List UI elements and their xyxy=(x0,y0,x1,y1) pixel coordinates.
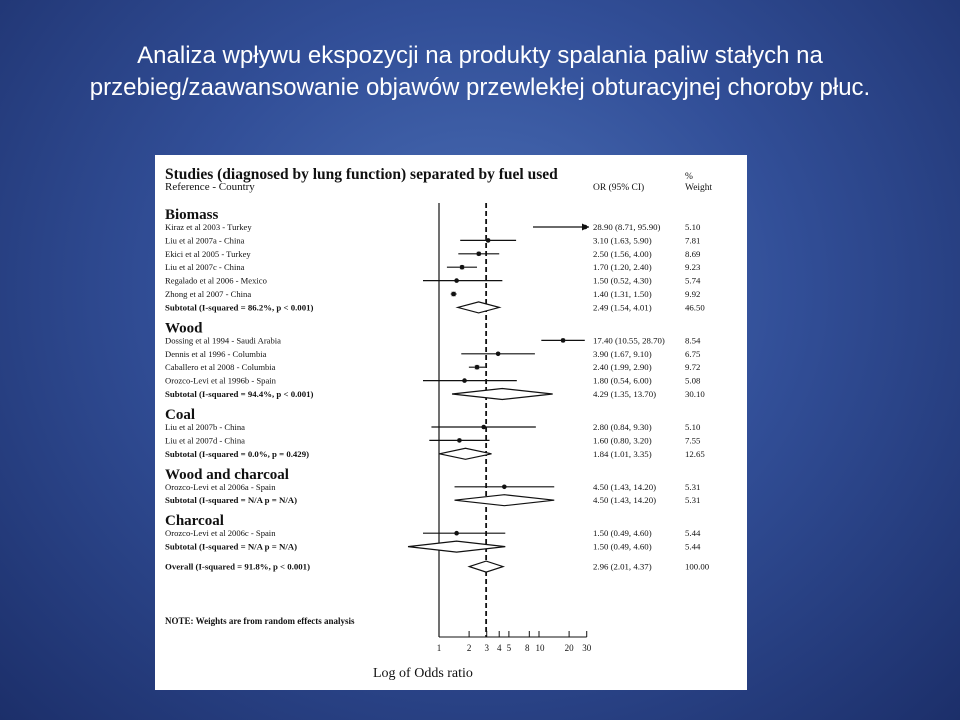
x-tick-label: 1 xyxy=(436,643,442,653)
group-label: Wood xyxy=(165,320,203,337)
or-ci-value: 2.80 (0.84, 9.30) xyxy=(593,422,652,432)
point-estimate xyxy=(561,338,566,343)
weight-value: 5.44 xyxy=(685,528,701,539)
study-label: Kiraz et al 2003 - Turkey xyxy=(165,222,252,232)
point-estimate xyxy=(476,252,481,257)
weight-value: 5.10 xyxy=(685,422,701,432)
subtotal-diamond xyxy=(455,495,555,506)
subtotal-label: Subtotal (I-squared = 94.4%, p < 0.001) xyxy=(165,389,314,399)
x-tick-label: 2 xyxy=(466,643,472,653)
weight-value: 5.44 xyxy=(685,541,701,552)
slide-title xyxy=(0,40,960,104)
subtotal-label: Subtotal (I-squared = 0.0%, p = 0.429) xyxy=(165,448,310,459)
or-ci-value: 28.90 (8.71, 95.90) xyxy=(593,222,661,232)
study-label: Caballero et al 2008 - Columbia xyxy=(165,362,276,373)
point-estimate xyxy=(481,425,486,430)
column-header-weight: Weight xyxy=(685,183,713,193)
weight-value: 8.54 xyxy=(685,335,701,346)
or-ci-value: 2.49 (1.54, 4.01) xyxy=(593,302,652,313)
subtotal-label: Subtotal (I-squared = N/A p = N/A) xyxy=(165,541,298,552)
or-ci-value: 1.50 (0.49, 4.60) xyxy=(593,528,652,539)
study-label: Liu et al 2007a - China xyxy=(165,235,245,246)
point-estimate xyxy=(454,278,459,283)
subtotal-diamond xyxy=(408,541,505,552)
overall-diamond xyxy=(469,561,503,572)
x-tick-label: 8 xyxy=(525,643,530,653)
study-label: Liu et al 2007c - China xyxy=(165,262,245,273)
or-ci-value: 3.10 (1.63, 5.90) xyxy=(593,235,652,246)
column-header-percent: % xyxy=(685,172,693,182)
group-label: Biomass xyxy=(165,207,219,223)
or-ci-value: 4.29 (1.35, 13.70) xyxy=(593,389,657,399)
overall-label: Overall (I-squared = 91.8%, p < 0.001) xyxy=(165,561,310,572)
group-label: Wood and charcoal xyxy=(165,466,289,483)
column-header-or: OR (95% CI) xyxy=(593,183,645,193)
weight-value: 7.55 xyxy=(685,435,701,446)
point-estimate xyxy=(454,531,459,536)
point-estimate xyxy=(460,265,465,270)
forest-plot xyxy=(155,155,747,690)
or-ci-value: 1.80 (0.54, 6.00) xyxy=(593,375,652,386)
study-label: Dossing et al 1994 - Saudi Arabia xyxy=(165,335,281,346)
or-ci-value: 2.50 (1.56, 4.00) xyxy=(593,248,652,259)
subtotal-label: Subtotal (I-squared = 86.2%, p < 0.001) xyxy=(165,302,314,313)
weight-value: 9.72 xyxy=(685,362,701,373)
column-header-reference: Reference - Country xyxy=(165,181,255,193)
weight-value: 5.10 xyxy=(685,222,701,232)
point-estimate xyxy=(502,485,507,490)
weight-value: 5.74 xyxy=(685,275,701,286)
x-tick-label: 5 xyxy=(506,643,512,653)
or-ci-value: 4.50 (1.43, 14.20) xyxy=(593,481,657,492)
x-tick-label: 30 xyxy=(582,643,592,653)
point-estimate xyxy=(583,225,588,230)
point-estimate xyxy=(496,352,501,357)
weight-value: 100.00 xyxy=(685,561,710,572)
or-ci-value: 1.50 (0.49, 4.60) xyxy=(593,541,652,552)
weight-value: 12.65 xyxy=(685,448,705,459)
weight-value: 5.31 xyxy=(685,481,701,492)
weight-value: 9.23 xyxy=(685,262,701,273)
or-ci-value: 4.50 (1.43, 14.20) xyxy=(593,495,657,506)
subtotal-diamond xyxy=(439,448,491,459)
group-label: Coal xyxy=(165,407,195,423)
point-estimate xyxy=(457,438,462,443)
study-label: Liu et al 2007b - China xyxy=(165,422,245,432)
weight-value: 7.81 xyxy=(685,235,701,246)
or-ci-value: 2.40 (1.99, 2.90) xyxy=(593,362,652,373)
slide-title-line-1: Analiza wpływu ekspozycji na produkty spalania paliw stałych na xyxy=(137,42,823,69)
weight-value: 6.75 xyxy=(685,348,701,359)
study-label: Liu et al 2007d - China xyxy=(165,435,245,446)
point-estimate xyxy=(451,292,456,297)
study-label: Zhong et al 2007 - China xyxy=(165,289,252,299)
x-tick-label: 10 xyxy=(535,643,545,653)
or-ci-value: 2.96 (2.01, 4.37) xyxy=(593,561,652,572)
or-ci-value: 1.60 (0.80, 3.20) xyxy=(593,435,652,446)
study-label: Orozco-Levi et al 1996b - Spain xyxy=(165,375,276,386)
or-ci-value: 1.40 (1.31, 1.50) xyxy=(593,289,652,299)
x-axis xyxy=(437,631,592,653)
x-tick-label: 20 xyxy=(564,643,574,653)
point-estimate xyxy=(462,378,467,383)
slide-title-line-2: przebieg/zaawansowanie objawów przewlekłej obturacyjnej choroby płuc. xyxy=(89,74,871,101)
study-label: Dennis et al 1996 - Columbia xyxy=(165,348,267,359)
or-ci-value: 1.50 (0.52, 4.30) xyxy=(593,275,652,286)
x-tick-label: 4 xyxy=(496,643,502,653)
study-label: Ekici et al 2005 - Turkey xyxy=(165,248,251,259)
x-tick-label: 3 xyxy=(484,643,489,653)
point-estimate xyxy=(475,365,480,370)
subtotal-label: Subtotal (I-squared = N/A p = N/A) xyxy=(165,495,298,506)
weight-value: 5.31 xyxy=(685,495,701,506)
or-ci-value: 3.90 (1.67, 9.10) xyxy=(593,348,652,359)
forest-rows xyxy=(165,203,710,637)
group-label: Charcoal xyxy=(165,513,224,530)
study-label: Regalado et al 2006 - Mexico xyxy=(165,275,267,286)
weight-value: 30.10 xyxy=(685,389,705,399)
weight-value: 5.08 xyxy=(685,375,701,386)
or-ci-value: 1.70 (1.20, 2.40) xyxy=(593,262,652,273)
weight-value: 8.69 xyxy=(685,248,701,259)
forest-plot-panel xyxy=(155,155,747,690)
weights-note: NOTE: Weights are from random effects analysis xyxy=(165,616,355,626)
subtotal-diamond xyxy=(452,389,553,400)
plot-title: Studies (diagnosed by lung function) separated by fuel used xyxy=(165,166,558,183)
study-label: Orozco-Levi et al 2006c - Spain xyxy=(165,528,276,539)
weight-value: 9.92 xyxy=(685,289,701,299)
x-axis-label: Log of Odds ratio xyxy=(373,666,473,681)
or-ci-value: 17.40 (10.55, 28.70) xyxy=(593,335,665,346)
study-label: Orozco-Levi et al 2006a - Spain xyxy=(165,481,276,492)
or-ci-value: 1.84 (1.01, 3.35) xyxy=(593,448,652,459)
subtotal-diamond xyxy=(458,302,500,313)
point-estimate xyxy=(486,238,491,243)
weight-value: 46.50 xyxy=(685,302,705,313)
